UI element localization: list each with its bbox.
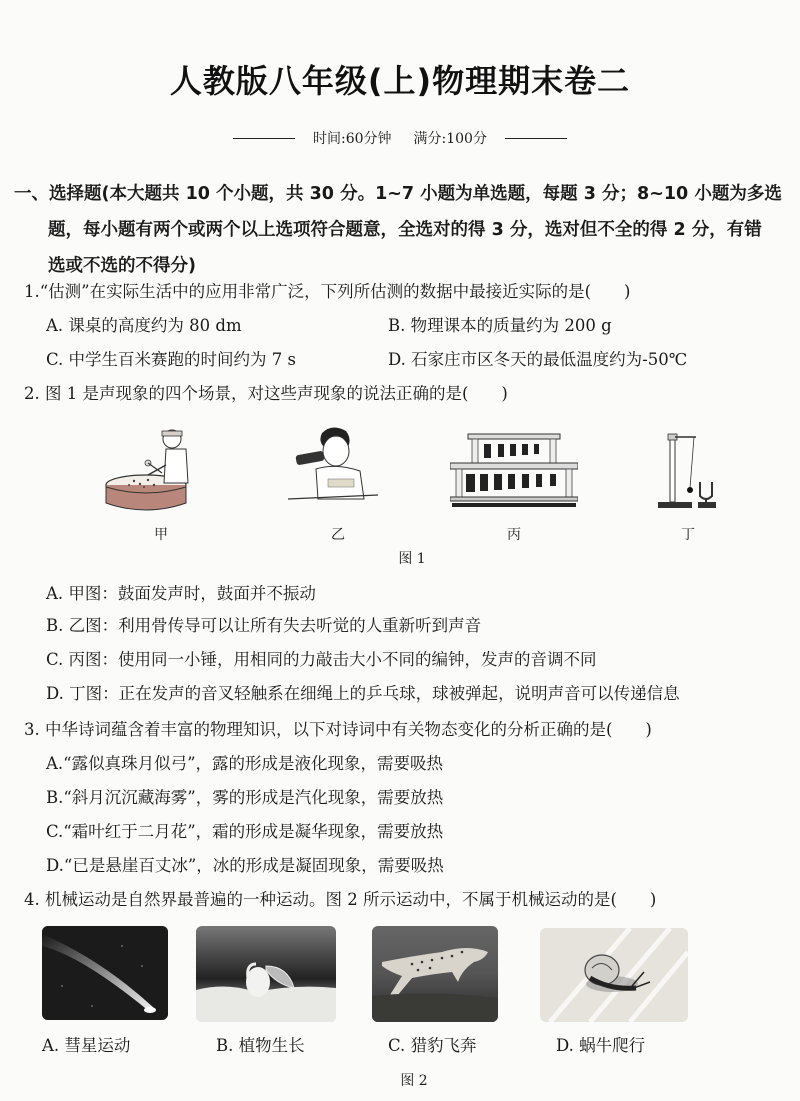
exam-time: 时间:60分钟 xyxy=(313,131,392,147)
snail-photo xyxy=(540,928,688,1022)
q2-option-c[interactable]: C. 丙图：使用同一小锤，用相同的力敲击大小不同的编钟，发声的音调不同 xyxy=(46,650,597,669)
divider-left xyxy=(233,138,295,139)
divider-right xyxy=(505,138,567,139)
tuning-fork-pendulum-illustration xyxy=(656,432,724,514)
fig1-caption: 图 1 xyxy=(398,551,426,567)
q3-option-c[interactable]: C.“霜叶红于二月花”，霜的形成是凝华现象，需要放热 xyxy=(46,822,444,841)
section-heading-line2: 题，每小题有两个或两个以上选项符合题意，全选对的得 3 分，选对但不全的得 2 分，有错 xyxy=(48,220,762,240)
question-1-stem: 1.“估测”在实际生活中的应用非常广泛，下列所估测的数据中最接近实际的是( ) xyxy=(24,282,631,301)
fig2-label-b[interactable]: B. 植物生长 xyxy=(216,1036,305,1055)
fig2-label-d[interactable]: D. 蜗牛爬行 xyxy=(556,1036,646,1055)
q2-option-d[interactable]: D. 丁图：正在发声的音叉轻触系在细绳上的乒乓球，球被弹起，说明声音可以传递信息 xyxy=(46,684,680,703)
section-heading-line1: 一、选择题(本大题共 10 个小题，共 30 分。1~7 小题为单选题，每题 3 分；8~10 小题为多选 xyxy=(14,184,782,204)
q1-option-b[interactable]: B. 物理课本的质量约为 200 g xyxy=(388,316,612,335)
exam-full-score: 满分:100分 xyxy=(413,131,487,147)
sprouting-plant-photo xyxy=(196,926,336,1022)
q2-option-b[interactable]: B. 乙图：利用骨传导可以让所有失去听觉的人重新听到声音 xyxy=(46,616,482,635)
section-heading-line3: 选或不选的不得分) xyxy=(48,256,196,276)
q2-option-a[interactable]: A. 甲图：鼓面发声时，鼓面并不振动 xyxy=(46,584,316,603)
fig1-label-yi: 乙 xyxy=(331,527,345,543)
fig2-label-a[interactable]: A. 彗星运动 xyxy=(42,1036,131,1055)
q3-option-b[interactable]: B.“斜月沉沉藏海雾”，雾的形成是汽化现象，需要放热 xyxy=(46,788,444,807)
fig1-label-bing: 丙 xyxy=(507,527,521,543)
question-4-stem: 4. 机械运动是自然界最普遍的一种运动。图 2 所示运动中，不属于机械运动的是( ) xyxy=(24,890,657,909)
section-heading xyxy=(14,176,794,284)
fig1-label-ding: 丁 xyxy=(681,527,695,543)
comet-photo xyxy=(42,926,168,1020)
drum-player-illustration xyxy=(104,425,200,515)
q1-option-c[interactable]: C. 中学生百米赛跑的时间约为 7 s xyxy=(46,350,296,369)
page-title: 人教版八年级(上)物理期末卷二 xyxy=(169,62,631,100)
question-2-stem: 2. 图 1 是声现象的四个场景，对这些声现象的说法正确的是( ) xyxy=(24,384,508,403)
q1-option-a[interactable]: A. 课桌的高度约为 80 dm xyxy=(46,316,242,335)
q3-option-a[interactable]: A.“露似真珠月似弓”，露的形成是液化现象，需要吸热 xyxy=(46,754,444,773)
chime-bells-illustration xyxy=(450,432,578,512)
bone-conduction-illustration xyxy=(288,425,378,505)
fig2-label-c[interactable]: C. 猎豹飞奔 xyxy=(388,1036,477,1055)
q1-option-d[interactable]: D. 石家庄市区冬天的最低温度约为-50℃ xyxy=(388,350,688,369)
question-3-stem: 3. 中华诗词蕴含着丰富的物理知识，以下对诗词中有关物态变化的分析正确的是( ) xyxy=(24,720,652,739)
fig2-caption: 图 2 xyxy=(400,1073,428,1089)
q3-option-d[interactable]: D.“已是悬崖百丈冰”，冰的形成是凝固现象，需要吸热 xyxy=(46,856,444,875)
exam-info xyxy=(0,128,800,148)
cheetah-photo xyxy=(372,926,498,1022)
fig1-label-jia: 甲 xyxy=(154,527,168,543)
